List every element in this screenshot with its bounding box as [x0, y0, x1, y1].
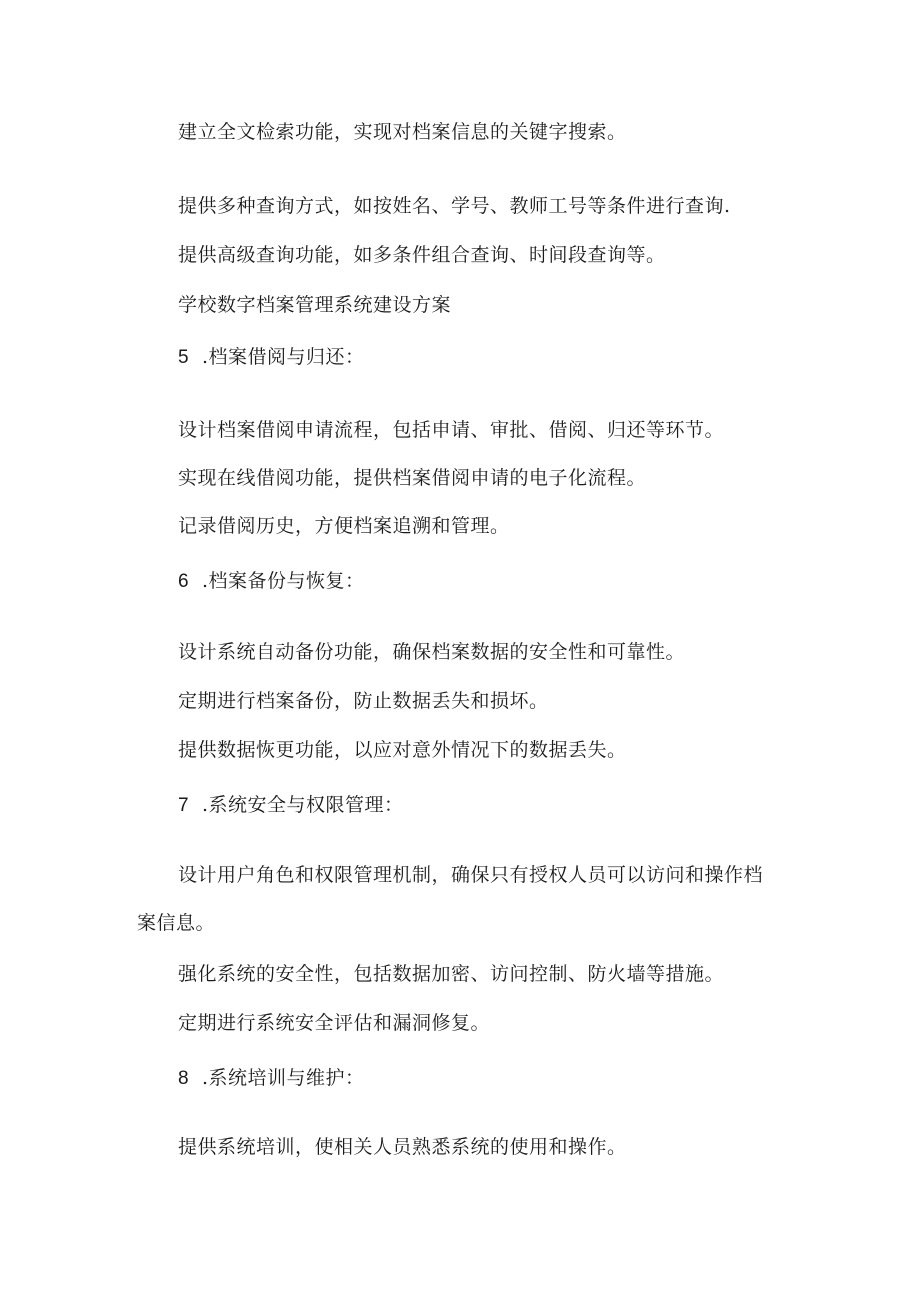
section-heading: [178, 569, 365, 594]
section-number: 7: [178, 795, 190, 816]
paragraph-line: 提供高级查询功能，如多条件组合查询、时间段查询等。: [178, 244, 666, 266]
paragraph-line: 建立全文检索功能，实现对档案信息的关键字搜索。: [178, 121, 627, 143]
paragraph-line: 强化系统的安全性，包括数据加密、访问控制、防火墙等措施。: [178, 963, 725, 985]
paragraph-line: 实现在线借阅功能，提供档案借阅申请的电子化流程。: [178, 467, 647, 489]
section-number: 5: [178, 347, 190, 368]
section-title: .系统安全与权限管理：: [202, 794, 404, 816]
paragraph-line: 定期进行档案备份，防止数据丢失和损坏。: [178, 690, 549, 712]
paragraph-line: 提供系统培训，使相关人员熟悉系统的使用和操作。: [178, 1136, 627, 1158]
section-title: .档案借阅与归还：: [202, 346, 365, 368]
section-heading: [178, 1066, 365, 1091]
section-title: .档案备份与恢复：: [202, 570, 365, 592]
paragraph-line: 定期进行系统安全评估和漏洞修复。: [178, 1012, 491, 1034]
paragraph-line: 提供数据恢更功能，以应对意外情况下的数据丢失。: [178, 739, 627, 761]
paragraph-line: 设计系统自动备份功能，确保档案数据的安全性和可靠性。: [178, 641, 686, 663]
section-heading: [178, 793, 404, 818]
section-heading: [178, 345, 365, 370]
paragraph-line: 提供多种查询方式，如按姓名、学号、教师工号等条件进行查询.: [178, 195, 731, 217]
paragraph-line: 设计用户角色和权限管理机制，确保只有授权人员可以访问和操作档: [178, 864, 764, 886]
paragraph-line: 设计档案借阅申请流程，包括申请、审批、借阅、归还等环节。: [178, 419, 725, 441]
paragraph-line: 案信息。: [137, 912, 216, 934]
section-title: .系统培训与维护：: [202, 1067, 365, 1089]
section-number: 6: [178, 571, 190, 592]
paragraph-line: 记录借阅历史，方便档案追溯和管理。: [178, 515, 510, 537]
section-number: 8: [178, 1068, 190, 1089]
paragraph-line: 学校数字档案管理系统建设方案: [178, 294, 452, 316]
